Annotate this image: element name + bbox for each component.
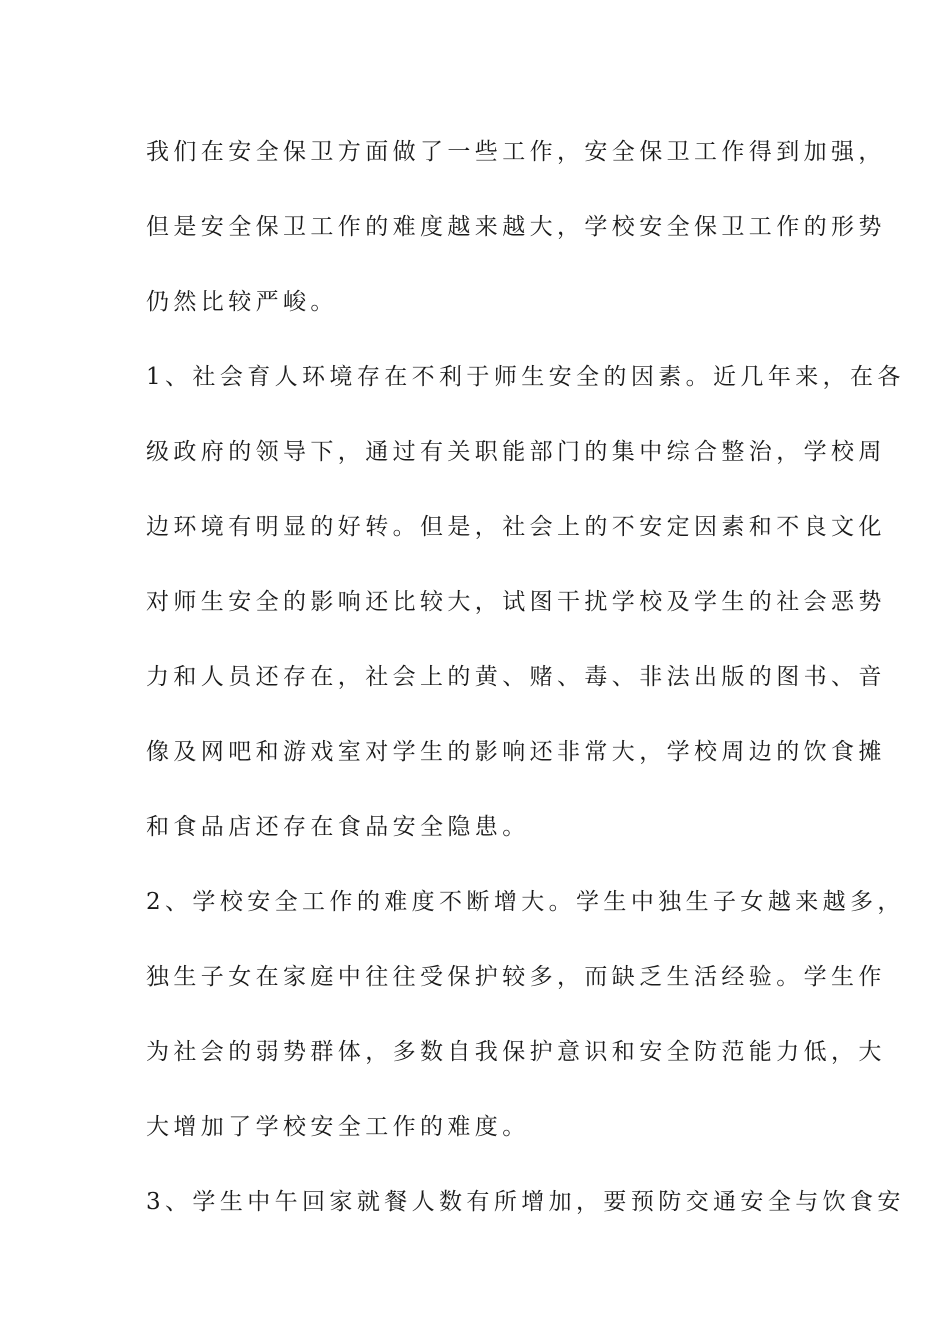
text-line: 1、社会育人环境存在不利于师生安全的因素。近几年来，在各 (146, 364, 905, 390)
text-line: 2、学校安全工作的难度不断增大。学生中独生子女越来越多， (146, 889, 905, 915)
text-line: 对师生安全的影响还比较大，试图干扰学校及学生的社会恶势 (146, 589, 886, 615)
text-line: 级政府的领导下，通过有关职能部门的集中综合整治，学校周 (146, 439, 886, 465)
text-line: 为社会的弱势群体，多数自我保护意识和安全防范能力低，大 (146, 1039, 886, 1065)
text-line: 边环境有明显的好转。但是，社会上的不安定因素和不良文化 (146, 514, 886, 540)
text-line: 像及网吧和游戏室对学生的影响还非常大，学校周边的饮食摊 (146, 739, 886, 765)
text-line: 3、学生中午回家就餐人数有所增加，要预防交通安全与饮食安 (146, 1189, 905, 1215)
text-line: 大增加了学校安全工作的难度。 (146, 1114, 530, 1140)
text-line: 力和人员还存在，社会上的黄、赌、毒、非法出版的图书、音 (146, 664, 886, 690)
text-line: 仍然比较严峻。 (146, 289, 338, 315)
text-line: 和食品店还存在食品安全隐患。 (146, 814, 530, 840)
text-line: 但是安全保卫工作的难度越来越大，学校安全保卫工作的形势 (146, 214, 886, 240)
text-line: 独生子女在家庭中往往受保护较多，而缺乏生活经验。学生作 (146, 964, 886, 990)
text-line: 我们在安全保卫方面做了一些工作，安全保卫工作得到加强， (146, 139, 886, 165)
